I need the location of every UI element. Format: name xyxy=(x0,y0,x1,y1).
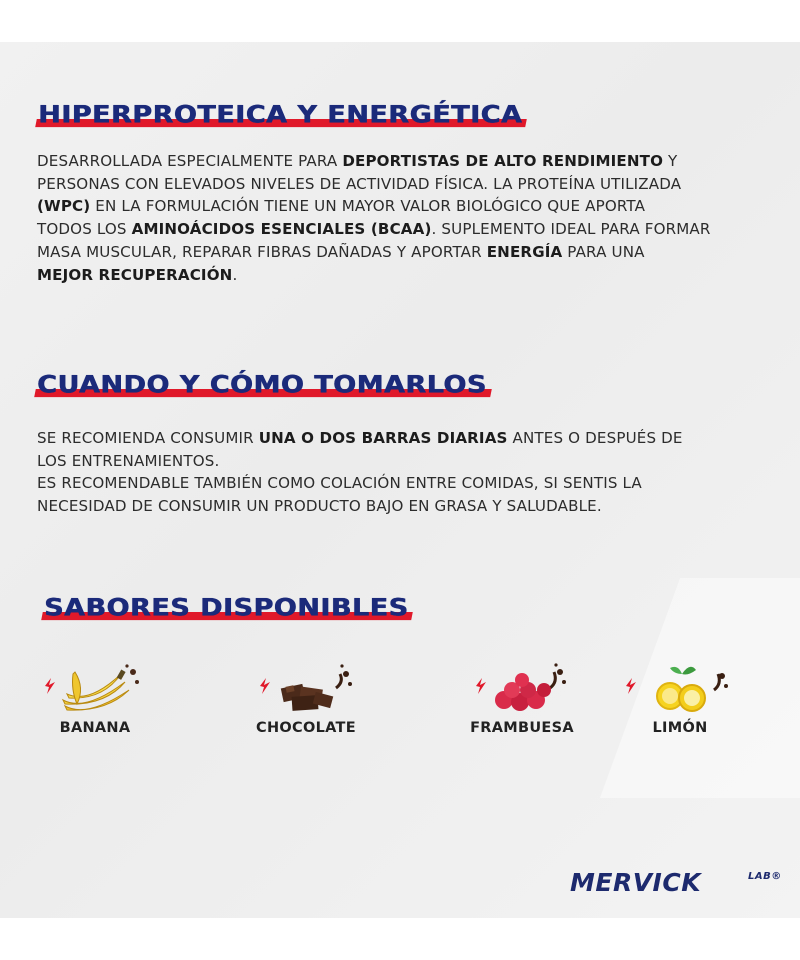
emphasis-text: MEJOR RECUPERACIÓN xyxy=(37,265,233,284)
flavor-item-banana xyxy=(15,660,175,750)
text-line xyxy=(37,195,772,218)
banana-icon xyxy=(37,660,147,720)
text-line xyxy=(37,472,772,495)
section-heading-sabores xyxy=(44,594,408,622)
heading-text: SABORES DISPONIBLES xyxy=(44,594,409,622)
body-text: . SUPLEMENTO IDEAL PARA FORMAR xyxy=(431,220,711,239)
heading-text: CUANDO Y CÓMO TOMARLOS xyxy=(37,371,487,399)
chocolate-icon xyxy=(248,660,358,720)
brand-name: MERVICK xyxy=(570,868,702,897)
body-text: LOS ENTRENAMIENTOS. xyxy=(37,451,220,470)
flavor-item-chocolate xyxy=(226,660,386,750)
emphasis-text: AMINOÁCIDOS ESENCIALES (BCAA) xyxy=(131,220,432,239)
brand-suffix: LAB® xyxy=(748,871,782,882)
emphasis-text: ENERGÍA xyxy=(486,242,563,261)
raspberry-icon xyxy=(464,660,574,720)
body-text: TODOS LOS xyxy=(37,220,132,239)
body-text: PERSONAS CON ELEVADOS NIVELES DE ACTIVIDAD FÍSICA. LA PROTEÍNA UTILIZADA xyxy=(37,174,682,193)
text-line xyxy=(37,427,772,450)
body-text: . xyxy=(232,265,238,284)
flavor-label: LIMÓN xyxy=(652,720,708,736)
body-text: EN LA FORMULACIÓN TIENE UN MAYOR VALOR BIOLÓGICO QUE APORTA xyxy=(90,197,646,216)
flavor-label: BANANA xyxy=(59,720,131,736)
body-text: PARA UNA xyxy=(562,242,645,261)
emphasis-text: (WPC) xyxy=(37,197,91,216)
brand-logo xyxy=(570,868,782,897)
body-text: SE RECOMIENDA CONSUMIR xyxy=(37,429,259,447)
text-line xyxy=(37,264,772,287)
text-line xyxy=(37,150,772,173)
section-heading-cuando-tomarlos xyxy=(37,371,487,399)
usage-paragraph xyxy=(37,427,772,518)
body-text: MASA MUSCULAR, REPARAR FIBRAS DAÑADAS Y APORTAR xyxy=(37,242,487,261)
heading-text: HIPERPROTEICA Y ENERGÉTICA xyxy=(38,101,523,129)
text-line xyxy=(37,495,772,518)
description-paragraph xyxy=(37,150,772,286)
emphasis-text: DEPORTISTAS DE ALTO RENDIMIENTO xyxy=(342,152,664,170)
body-text: DESARROLLADA ESPECIALMENTE PARA xyxy=(37,152,343,170)
emphasis-text: UNA O DOS BARRAS DIARIAS xyxy=(258,429,508,447)
body-text: Y xyxy=(663,152,678,170)
lemon-icon xyxy=(622,660,732,720)
text-line xyxy=(37,173,772,196)
text-line xyxy=(37,218,772,241)
body-text: NECESIDAD DE CONSUMIR UN PRODUCTO BAJO EN GRASA Y SALUDABLE. xyxy=(37,497,602,516)
flavor-item-frambuesa xyxy=(442,660,602,750)
section-heading-hiperproteica xyxy=(38,101,522,129)
text-line xyxy=(37,450,772,473)
body-text: ANTES O DESPUÉS DE xyxy=(507,429,683,447)
flavor-item-limon xyxy=(600,660,760,750)
flavor-label: CHOCOLATE xyxy=(256,720,356,736)
text-line xyxy=(37,241,772,264)
flavor-label: FRAMBUESA xyxy=(470,720,574,736)
body-text: ES RECOMENDABLE TAMBIÉN COMO COLACIÓN ENTRE COMIDAS, SI SENTIS LA xyxy=(37,474,642,493)
